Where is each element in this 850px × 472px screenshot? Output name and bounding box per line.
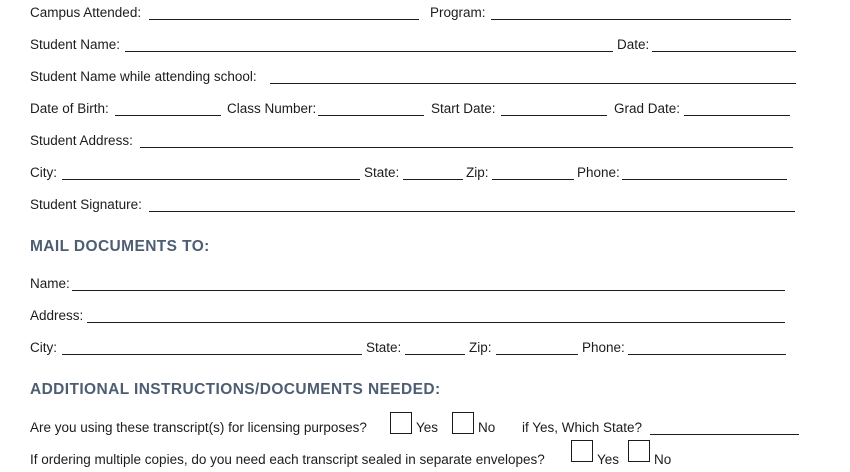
student-name-label: Student Name: (30, 37, 121, 52)
student-signature-label: Student Signature: (30, 197, 142, 212)
student-address-row (0, 131, 850, 153)
date-label: Date: (617, 37, 650, 52)
student-address-field[interactable] (140, 147, 793, 148)
additional-instructions-heading: ADDITIONAL INSTRUCTIONS/DOCUMENTS NEEDED: (30, 381, 441, 398)
licensing-yes-label: Yes (416, 420, 439, 435)
which-state-label: if Yes, Which State? (522, 420, 643, 435)
mail-name-field[interactable] (72, 290, 785, 291)
multiple-copies-row (0, 450, 850, 472)
zip-field[interactable] (492, 179, 574, 180)
mail-name-row (0, 274, 850, 296)
mail-address-field[interactable] (87, 322, 785, 323)
mail-zip-field[interactable] (496, 354, 578, 355)
maiden-name-row (0, 67, 850, 89)
mail-address-label: Address: (30, 308, 84, 323)
campus-attended-label: Campus Attended: (30, 5, 142, 20)
licensing-no-checkbox[interactable] (452, 412, 474, 434)
student-address-label: Student Address: (30, 133, 133, 148)
date-of-birth-field[interactable] (115, 115, 221, 116)
zip-label: Zip: (466, 165, 489, 180)
class-number-label: Class Number: (227, 101, 317, 116)
sealed-yes-label: Yes (597, 452, 620, 467)
campus-program-row (0, 3, 850, 25)
dates-row (0, 99, 850, 121)
student-name-while-attending-label: Student Name while attending school: (30, 69, 257, 84)
city-field[interactable] (62, 179, 360, 180)
grad-date-field[interactable] (684, 115, 790, 116)
state-field[interactable] (403, 179, 463, 180)
which-state-field[interactable] (650, 434, 799, 435)
sealed-no-label: No (654, 452, 672, 467)
sealed-no-checkbox[interactable] (628, 440, 650, 462)
student-name-row (0, 35, 850, 57)
licensing-question-label: Are you using these transcript(s) for licensing purposes? (30, 420, 367, 435)
mail-phone-field[interactable] (628, 354, 786, 355)
student-name-field[interactable] (125, 51, 613, 52)
mail-city-label: City: (30, 340, 57, 355)
multiple-copies-question-label: If ordering multiple copies, do you need each transcript sealed in separate envelopes? (30, 452, 545, 467)
sealed-yes-checkbox[interactable] (571, 440, 593, 462)
phone-label: Phone: (577, 165, 620, 180)
mail-name-label: Name: (30, 276, 70, 291)
licensing-no-label: No (478, 420, 496, 435)
phone-field[interactable] (622, 179, 787, 180)
program-field[interactable] (491, 19, 791, 20)
student-city-row (0, 163, 850, 185)
licensing-row (0, 418, 850, 440)
licensing-yes-checkbox[interactable] (390, 412, 412, 434)
class-number-field[interactable] (318, 115, 424, 116)
state-label: State: (364, 165, 400, 180)
signature-row (0, 195, 850, 217)
mail-city-field[interactable] (62, 354, 362, 355)
mail-phone-label: Phone: (582, 340, 625, 355)
date-field[interactable] (652, 51, 796, 52)
campus-attended-field[interactable] (149, 19, 419, 20)
mail-state-label: State: (366, 340, 402, 355)
grad-date-label: Grad Date: (614, 101, 681, 116)
mail-city-row (0, 338, 850, 360)
mail-zip-label: Zip: (469, 340, 492, 355)
student-name-while-attending-field[interactable] (270, 83, 796, 84)
mail-state-field[interactable] (405, 354, 465, 355)
mail-address-row (0, 306, 850, 328)
program-label: Program: (430, 5, 486, 20)
start-date-label: Start Date: (431, 101, 496, 116)
date-of-birth-label: Date of Birth: (30, 101, 109, 116)
student-signature-field[interactable] (149, 211, 795, 212)
city-label: City: (30, 165, 57, 180)
mail-documents-heading: MAIL DOCUMENTS TO: (30, 238, 210, 255)
start-date-field[interactable] (501, 115, 607, 116)
